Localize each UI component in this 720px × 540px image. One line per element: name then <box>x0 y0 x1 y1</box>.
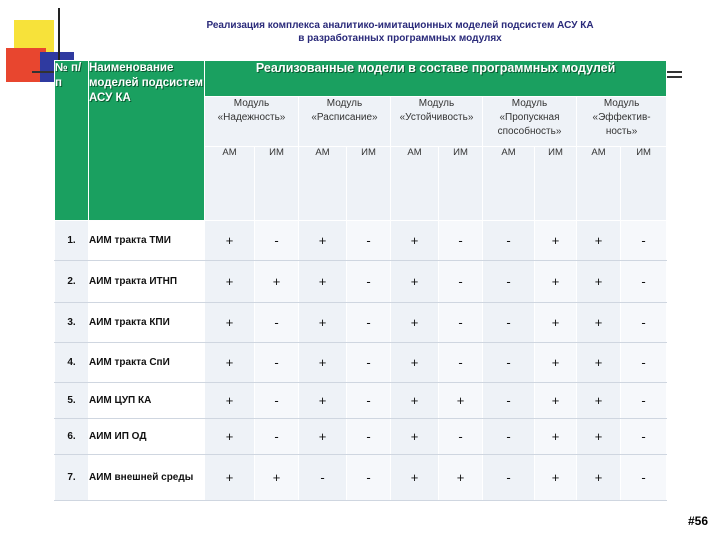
row-cell: + <box>535 455 577 501</box>
title-line-1: Реализация комплекса аналитико-имитационных моделей подсистем АСУ КА <box>206 20 594 31</box>
row-number: 3. <box>55 303 89 343</box>
row-cell: + <box>299 221 347 261</box>
row-cell: + <box>299 303 347 343</box>
subheader-im: ИМ <box>255 147 299 221</box>
header-module-5: Модуль «Эффектив-ность» <box>577 97 667 147</box>
subheader-am: АМ <box>391 147 439 221</box>
row-number: 5. <box>55 383 89 419</box>
row-model-name: АИМ ЦУП КА <box>89 383 205 419</box>
row-cell: - <box>483 383 535 419</box>
row-cell: - <box>255 383 299 419</box>
row-cell: - <box>483 455 535 501</box>
row-cell: - <box>439 343 483 383</box>
row-cell: + <box>535 221 577 261</box>
row-cell: + <box>255 261 299 303</box>
row-cell: - <box>255 419 299 455</box>
row-cell: + <box>439 383 483 419</box>
row-cell: - <box>439 419 483 455</box>
subheader-am: АМ <box>299 147 347 221</box>
row-cell: - <box>347 303 391 343</box>
row-model-name: АИМ тракта СпИ <box>89 343 205 383</box>
row-cell: - <box>347 455 391 501</box>
header-num: № п/п <box>55 61 89 221</box>
title-line-2: в разработанных программных модулях <box>298 33 502 44</box>
row-cell: + <box>391 221 439 261</box>
row-cell: + <box>577 221 621 261</box>
row-cell: + <box>577 455 621 501</box>
row-cell: + <box>205 419 255 455</box>
row-cell: + <box>391 343 439 383</box>
row-cell: - <box>621 343 667 383</box>
subheader-im: ИМ <box>439 147 483 221</box>
row-cell: + <box>577 343 621 383</box>
row-model-name: АИМ тракта КПИ <box>89 303 205 343</box>
row-model-name: АИМ тракта ТМИ <box>89 221 205 261</box>
row-number: 7. <box>55 455 89 501</box>
row-cell: + <box>577 261 621 303</box>
header-module-1: Модуль «Надежность» <box>205 97 299 147</box>
row-cell: - <box>347 343 391 383</box>
row-cell: + <box>205 221 255 261</box>
row-cell: - <box>483 419 535 455</box>
subheader-am: АМ <box>483 147 535 221</box>
row-cell: + <box>391 419 439 455</box>
row-cell: + <box>299 343 347 383</box>
row-cell: + <box>205 303 255 343</box>
header-module-2: Модуль «Расписание» <box>299 97 391 147</box>
row-cell: + <box>535 343 577 383</box>
row-cell: - <box>621 261 667 303</box>
row-number: 1. <box>55 221 89 261</box>
row-cell: - <box>621 221 667 261</box>
row-cell: + <box>535 261 577 303</box>
subheader-im: ИМ <box>621 147 667 221</box>
row-cell: + <box>535 303 577 343</box>
subheader-am: АМ <box>205 147 255 221</box>
row-cell: - <box>439 303 483 343</box>
header-module-4: Модуль «Пропускная способность» <box>483 97 577 147</box>
table-row <box>55 419 667 455</box>
table-row <box>55 343 667 383</box>
row-cell: - <box>483 303 535 343</box>
row-number: 2. <box>55 261 89 303</box>
row-cell: + <box>535 419 577 455</box>
row-cell: - <box>299 455 347 501</box>
table-row <box>55 383 667 419</box>
row-cell: - <box>621 419 667 455</box>
models-table <box>54 60 667 501</box>
header-module-3: Модуль «Устойчивость» <box>391 97 483 147</box>
row-cell: - <box>621 455 667 501</box>
row-cell: - <box>483 343 535 383</box>
row-cell: - <box>483 261 535 303</box>
table-row <box>55 303 667 343</box>
row-cell: - <box>347 419 391 455</box>
page-number: #56 <box>687 514 708 528</box>
row-cell: - <box>621 383 667 419</box>
row-cell: + <box>391 455 439 501</box>
row-cell: + <box>391 261 439 303</box>
row-cell: + <box>205 343 255 383</box>
page-title <box>120 19 680 45</box>
row-cell: - <box>347 261 391 303</box>
row-cell: + <box>205 455 255 501</box>
table-row <box>55 221 667 261</box>
header-group: Реализованные модели в составе программных модулей <box>205 61 667 97</box>
subheader-am: АМ <box>577 147 621 221</box>
row-cell: + <box>577 303 621 343</box>
row-cell: + <box>299 261 347 303</box>
row-cell: + <box>255 455 299 501</box>
header-name: Наименование моделей подсистем АСУ КА <box>89 61 205 221</box>
row-cell: + <box>577 419 621 455</box>
subheader-im: ИМ <box>535 147 577 221</box>
subheader-im: ИМ <box>347 147 391 221</box>
row-cell: - <box>347 221 391 261</box>
row-cell: + <box>535 383 577 419</box>
row-cell: - <box>621 303 667 343</box>
row-cell: - <box>347 383 391 419</box>
row-cell: - <box>255 221 299 261</box>
row-cell: - <box>439 221 483 261</box>
table-row <box>55 455 667 501</box>
table-row <box>55 261 667 303</box>
row-cell: + <box>577 383 621 419</box>
row-cell: + <box>299 383 347 419</box>
row-number: 6. <box>55 419 89 455</box>
row-cell: + <box>205 383 255 419</box>
row-model-name: АИМ ИП ОД <box>89 419 205 455</box>
row-cell: - <box>255 303 299 343</box>
row-cell: - <box>439 261 483 303</box>
row-cell: - <box>255 343 299 383</box>
row-cell: + <box>439 455 483 501</box>
row-cell: + <box>205 261 255 303</box>
row-model-name: АИМ тракта ИТНП <box>89 261 205 303</box>
row-number: 4. <box>55 343 89 383</box>
row-cell: + <box>391 383 439 419</box>
row-model-name: АИМ внешней среды <box>89 455 205 501</box>
row-cell: + <box>391 303 439 343</box>
row-cell: + <box>299 419 347 455</box>
table-body <box>55 221 667 501</box>
row-cell: - <box>483 221 535 261</box>
